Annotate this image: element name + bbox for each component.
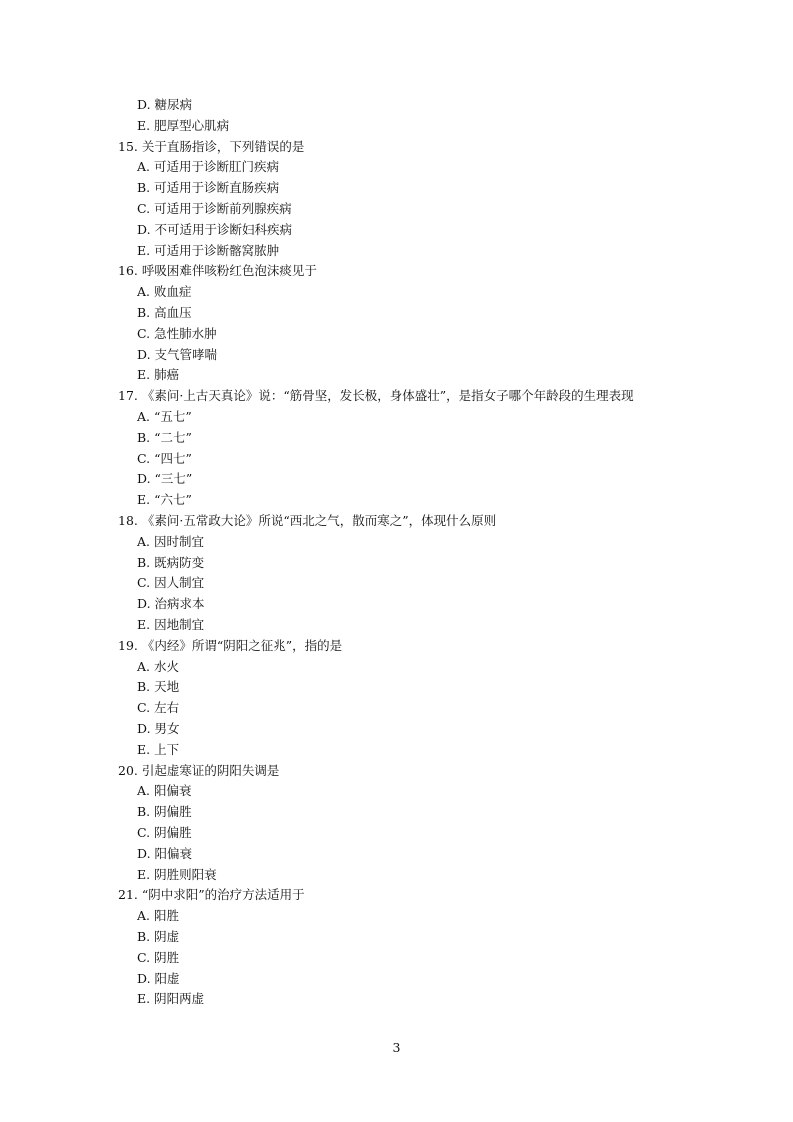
answer-option: B. “二七”	[137, 429, 192, 445]
answer-option: B. 高血压	[137, 305, 192, 320]
answer-option: C. “四七”	[137, 450, 192, 466]
answer-option: C. 阴胜	[137, 949, 180, 965]
question-stem: 16. 呼吸困难伴咳粉红色泡沫痰见于	[118, 263, 317, 279]
question-stem: 18. 《素问·五常政大论》所说“西北之气，散而寒之”，体现什么原则	[118, 513, 497, 528]
answer-option: D. 阳偏衰	[137, 845, 193, 861]
answer-option: E. 阴阳两虚	[137, 991, 205, 1007]
answer-option: E. 肺癌	[137, 367, 180, 383]
answer-option: C. 左右	[137, 700, 180, 716]
answer-option: E. “六七”	[137, 492, 192, 508]
question-stem: 15. 关于直肠指诊，下列错误的是	[118, 138, 305, 154]
question-stem: 20. 引起虚寒证的阴阳失调是	[118, 762, 280, 778]
page-number: 3	[392, 1040, 401, 1055]
question-stem: 17. 《素问·上古天真论》说：“筋骨坚，发长极，身体盛壮”，是指女子哪个年龄段的生理表现	[118, 388, 634, 404]
answer-option: E. 因地制宜	[137, 617, 205, 632]
answer-option: A. 因时制宜	[137, 533, 204, 549]
answer-option: A. 阳偏衰	[137, 783, 192, 799]
answer-option: B. 天地	[137, 679, 180, 695]
answer-option: C. 可适用于诊断前列腺疾病	[137, 201, 292, 216]
answer-option: D. 男女	[137, 721, 180, 736]
answer-option: D. “三七”	[137, 471, 193, 487]
answer-option: C. 因人制宜	[137, 575, 205, 591]
answer-option: E. 阴胜则阳衰	[137, 866, 217, 882]
answer-option: A. 水火	[137, 658, 179, 674]
answer-option: C. 急性肺水肿	[137, 325, 217, 341]
question-stem: 21. “阴中求阳”的治疗方法适用于	[118, 887, 305, 903]
answer-option: E. 上下	[137, 741, 180, 757]
answer-option: D. 不可适用于诊断妇科疾病	[137, 221, 293, 237]
answer-option: A. 可适用于诊断肛门疾病	[137, 159, 279, 175]
answer-option: B. 既病防变	[137, 554, 205, 570]
answer-option: C. 阴偏胜	[137, 825, 192, 840]
answer-option: A. 败血症	[137, 284, 192, 300]
answer-option: A. “五七”	[137, 409, 192, 424]
answer-option: D. 治病求本	[137, 596, 205, 612]
question-stem: 19. 《内经》所谓“阴阳之征兆”，指的是	[118, 637, 343, 653]
answer-option: E. 可适用于诊断髂窝脓肿	[137, 242, 280, 258]
answer-option: D. 支气管哮喘	[137, 346, 218, 362]
answer-option: B. 阴偏胜	[137, 804, 192, 820]
answer-option: A. 阳胜	[137, 908, 179, 924]
answer-option: B. 可适用于诊断直肠疾病	[137, 180, 280, 196]
answer-option: E. 肥厚型心肌病	[137, 117, 230, 133]
answer-option: D. 阳虚	[137, 970, 180, 986]
answer-option: B. 阴虚	[137, 929, 180, 944]
answer-option: D. 糖尿病	[137, 97, 193, 112]
